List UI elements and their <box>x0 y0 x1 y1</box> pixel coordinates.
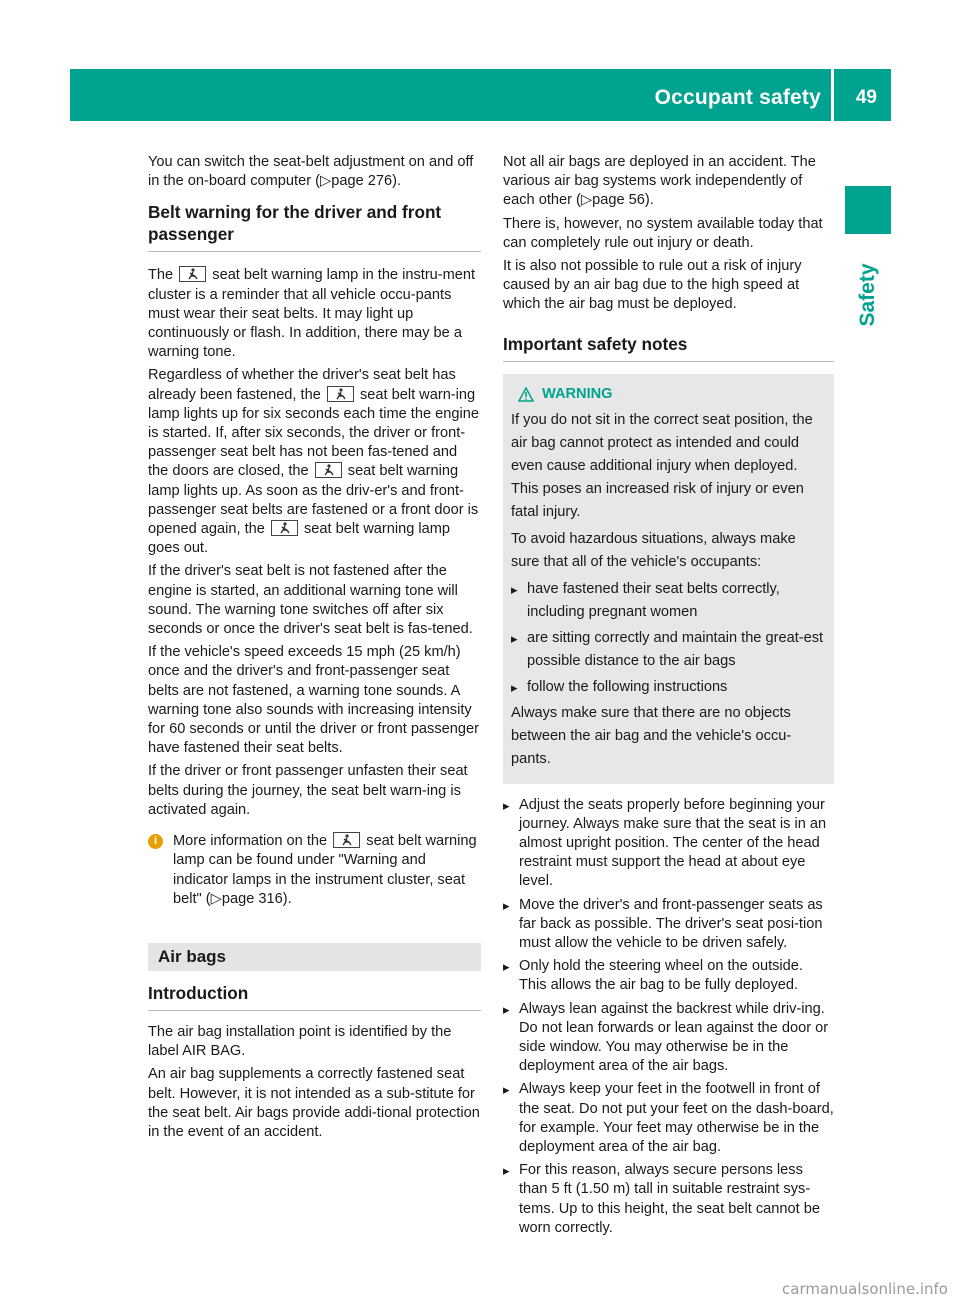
airbag-paragraph-2: An air bag supplements a correctly fastened seat belt. However, it is not intended as a sub-stitute for the seat belt. Air bags provide addi-tional protection in the event of an accident. <box>148 1066 480 1140</box>
seat-belt-warning-icon <box>271 520 298 536</box>
list-item: ▸ are sitting correctly and maintain the great-est possible distance to the air bags <box>511 627 826 673</box>
page-ref-link[interactable]: page 276). <box>331 173 402 190</box>
chapter-title: Occupant safety <box>654 86 821 109</box>
belt-warning-heading: Belt warning for the driver and front passenger <box>148 201 481 252</box>
safety-notes-heading: Important safety notes <box>503 333 834 362</box>
intro-paragraph: You can switch the seat-belt adjustment on and off in the on-board computer (▷page 276). <box>148 154 474 190</box>
page-ref-link[interactable]: page 56). <box>592 192 654 209</box>
info-note <box>148 832 481 909</box>
airbag-paragraph-5: It is also not possible to rule out a risk of injury caused by an air bag due to the high speed at which the air bag must be deployed. <box>503 258 802 313</box>
header-divider <box>831 69 834 121</box>
seat-belt-warning-icon <box>315 462 342 478</box>
list-item: ▸ Adjust the seats properly before beginning your journey. Always make sure that the seat is in an almost upright position. The center of the head restraint must support the head at about eye level. <box>503 796 834 892</box>
page-ref-arrow-icon: ▷ <box>210 890 222 907</box>
warning-triangle-icon <box>518 387 534 402</box>
page-header-bar <box>70 69 891 121</box>
list-item: ▸ Always keep your feet in the footwell in front of the seat. Do not put your feet on the dash-board, for example. Your feet may otherwise be in the deployment area of the air bag. <box>503 1080 834 1157</box>
warning-bullet-list <box>511 578 826 699</box>
list-item: ▸ have fastened their seat belts correctly, including pregnant women <box>511 578 826 624</box>
warning-text-3: Always make sure that there are no objects between the air bag and the vehicle's occu-pants. <box>511 704 792 767</box>
airbag-paragraph-1: The air bag installation point is identified by the label AIR BAG. <box>148 1023 452 1060</box>
belt-paragraph-5: If the driver or front passenger unfasten their seat belts during the journey, the seat belt warn-ing is activated again. <box>148 763 468 818</box>
list-item: ▸ For this reason, always secure persons less than 5 ft (1.50 m) tall in suitable restraint sys-tems. Up to this height, the seat belt cannot be worn correctly. <box>503 1161 834 1238</box>
introduction-heading: Introduction <box>148 982 481 1011</box>
page-ref-link[interactable]: page 316). <box>221 890 292 907</box>
warning-text-2: To avoid hazardous situations, always make sure that all of the vehicle's occupants: <box>511 530 796 570</box>
warning-title: WARNING <box>542 385 613 402</box>
list-item: ▸ Move the driver's and front-passenger seats as far back as possible. The driver's seat posi-tion must allow the vehicle to be driven safely. <box>503 896 834 954</box>
side-section-label: Safety <box>856 263 879 327</box>
warning-box <box>503 374 834 784</box>
info-icon: i <box>148 834 163 849</box>
info-text: More information on the seat belt warning lamp can be found under "Warning and indicator lamps in the instrument cluster, seat belt" (▷page 316). <box>173 833 477 907</box>
airbag-paragraph-4: There is, however, no system available today that can completely rule out injury or death. <box>503 215 823 251</box>
belt-paragraph-3: If the driver's seat belt is not fastened after the engine is started, an additional warning tone will sound. The warning tone switches off after six seconds or once the driver's seat belt is fas-tened. <box>148 563 473 638</box>
watermark: carmanualsonline.info <box>782 1280 948 1298</box>
right-column <box>503 153 834 1242</box>
belt-paragraph-2: Regardless of whether the driver's seat belt has already been fastened, the seat belt warn-ing lamp lights up for six seconds each time the engine is started. If, after six seconds, the driver or front-passenger seat belt has not been fas-tened and the doors are closed, the seat belt warning lamp lights up. As soon as the driv-er's and front-passenger seat belts are fastened or a front door is opened again, the seat belt warning lamp goes out. <box>148 367 479 557</box>
seat-belt-warning-icon <box>327 386 354 402</box>
safety-bullet-list <box>503 796 834 1238</box>
airbags-section-bar: Air bags <box>148 943 481 971</box>
page-number: 49 <box>855 87 877 108</box>
airbag-paragraph-3: Not all air bags are deployed in an accident. The various air bag systems work independently of each other (▷page 56). <box>503 154 816 209</box>
seat-belt-warning-icon <box>333 832 360 848</box>
list-item: ▸ follow the following instructions <box>511 676 826 699</box>
warning-text-1: If you do not sit in the correct seat position, the air bag cannot protect as intended and could even cause additional injury when deployed. This poses an increased risk of injury or even fatal injury. <box>511 411 813 520</box>
list-item: ▸ Only hold the steering wheel on the outside. This allows the air bag to be fully deployed. <box>503 957 834 995</box>
warning-header <box>511 383 826 406</box>
belt-paragraph-4: If the vehicle's speed exceeds 15 mph (25 km/h) once and the driver's and front-passenger seat belts are not fastened, a warning tone sounds. A warning tone also sounds with increasing intensity for 60 seconds or until the driver or front passenger have fastened their seat belts. <box>148 644 479 757</box>
list-item: ▸ Always lean against the backrest while driv-ing. Do not lean forwards or lean against the door or side window. You may otherwise be in the deployment area of the air bags. <box>503 1000 834 1077</box>
left-column <box>148 153 481 1146</box>
belt-paragraph-1: The seat belt warning lamp in the instru-ment cluster is a reminder that all vehicle occu-pants must wear their seat belts. It may light up continuously or flash. In addition, there may be a warning tone. <box>148 267 476 361</box>
seat-belt-warning-icon <box>179 266 206 282</box>
page-ref-arrow-icon: ▷ <box>580 192 593 209</box>
side-tab-marker <box>845 186 891 234</box>
page-ref-arrow-icon: ▷ <box>319 173 332 190</box>
